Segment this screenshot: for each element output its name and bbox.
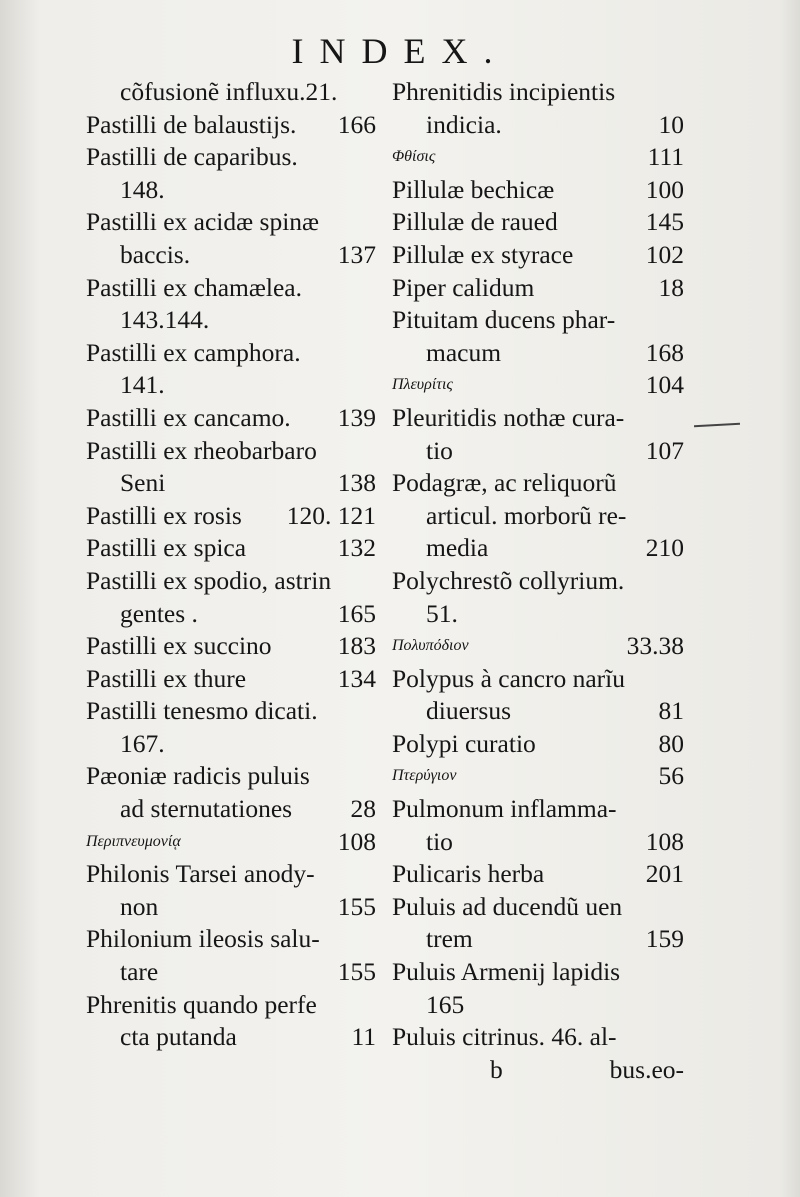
index-entry-line [392,695,684,728]
index-entry-line [392,793,684,826]
entry-text: Pastilli de caparibus. [86,142,298,172]
entry-text: 165 [426,989,465,1019]
entry-text: Puluis Armenij lapidis [392,957,621,987]
index-entry-line [392,141,684,174]
entry-text: Pastilli ex chamælea. [86,272,302,302]
entry-page-number: 18 [658,272,684,302]
index-entry-line [392,923,684,956]
entry-page-number: 108 [337,826,376,856]
index-entry-line [86,858,376,891]
entry-page-number: 183 [337,631,376,661]
entry-page-number: 210 [645,533,684,563]
entry-page-number: 81 [658,696,684,726]
entry-text: 51. [426,598,458,628]
index-entry-line [392,109,684,142]
entry-page-number: 139 [337,402,376,432]
entry-page-number: 168 [645,337,684,367]
entry-text: cõfusionẽ influxu.21. [120,77,338,106]
index-entry-line [86,989,376,1022]
index-entry-line [86,728,376,761]
page-header: INDEX. [291,31,509,71]
entry-page-number: 145 [645,207,684,237]
index-entry-line [392,402,684,435]
index-entry-line [392,239,684,272]
index-entry-line [392,337,684,370]
entry-text: Philonium ileosis salu- [86,924,320,954]
entry-text: Pastilli ex thure [86,663,247,693]
entry-page-number: 111 [647,142,684,172]
index-entry-line [86,565,376,598]
index-entry-line [86,402,376,435]
index-entry-line [392,304,684,337]
entry-text: Polychrestõ collyrium. [392,565,625,595]
entry-text: Pastilli ex acidæ spinæ [86,207,320,237]
entry-text: Polypi curatio [392,728,536,758]
index-entry-line [392,989,684,1022]
entry-text: Pituitam ducens phar- [392,305,616,335]
entry-page-number: 166 [337,109,376,139]
entry-page-number: 108 [645,826,684,856]
left-index-column [86,76,376,1054]
index-entry-line [392,565,684,598]
entry-text: tio [426,826,453,856]
index-entry-line [392,956,684,989]
index-entry-line [86,239,376,272]
index-entry-line [392,630,684,663]
entry-text: Podagræ, ac reliquorũ [392,468,617,498]
entry-text: Pulmonum inflamma- [392,794,617,824]
entry-text: media [426,533,489,563]
index-entry-line [86,141,376,174]
entry-page-number: 10 [658,109,684,139]
index-entry-line [392,826,684,859]
index-entry-line [392,369,684,402]
entry-text: Pastilli ex spodio, astrin [86,565,332,595]
index-entry-line [392,891,684,924]
index-entry-line [86,369,376,402]
index-entry-line [86,304,376,337]
entry-text: 148. [120,174,165,204]
entry-page-number: 11 [351,1022,376,1052]
entry-page-number: 107 [645,435,684,465]
entry-text: Pillulæ bechicæ [392,174,555,204]
entry-page-number: 102 [645,239,684,269]
index-entry-line [86,500,376,533]
entry-page-number: 159 [645,924,684,954]
entry-text: tare [120,957,159,987]
index-entry-line [86,467,376,500]
index-entry-line [392,532,684,565]
entry-page-number: 33.38 [626,631,684,661]
entry-page-number: 201 [645,859,684,889]
entry-text: non [120,891,159,921]
index-entry-line [392,858,684,891]
index-entry-line [86,109,376,142]
entry-text: 167. [120,728,165,758]
entry-text: tio [426,435,453,465]
index-entry-line [86,793,376,826]
entry-text: cta putanda [120,1022,237,1052]
index-entry-line [86,76,376,109]
index-entry-line [86,760,376,793]
entry-text: Philonis Tarsei anody- [86,859,315,889]
entry-text: indicia. [426,109,502,139]
index-entry-line [392,663,684,696]
entry-page-number: 28 [350,794,376,824]
index-entry-line [392,1021,684,1054]
entry-page-number: 137 [337,239,376,269]
entry-page-number: 56 [658,761,684,791]
entry-page-number: 155 [337,891,376,921]
index-entry-line [86,923,376,956]
index-entry-line [392,728,684,761]
entry-text: Pastilli ex rheobarbaro [86,435,317,465]
entry-text: Pillulæ de raued [392,207,558,237]
index-entry-line [86,695,376,728]
entry-text: trem [426,924,473,954]
entry-text: Pulicaris herba [392,859,545,889]
index-entry-line [392,760,684,793]
entry-page-number: 104 [645,370,684,400]
entry-page-number: 134 [337,663,376,693]
entry-text: b [490,1054,503,1084]
entry-text: Pastilli de balaustijs. [86,109,297,139]
index-entry-line [392,435,684,468]
index-entry-line [392,500,684,533]
index-entry-line [86,956,376,989]
entry-page-number: 138 [337,468,376,498]
entry-text: 143.144. [120,305,210,335]
entry-text: Pleuritidis nothæ cura- [392,402,625,432]
entry-page-number: 132 [337,533,376,563]
index-entry-line [86,532,376,565]
entry-text: diuersus [426,696,511,726]
index-entry-line [86,891,376,924]
entry-text: Περιπνευμονίᾳ [86,832,181,850]
entry-text: Pastilli tenesmo dicati. [86,696,318,726]
entry-text: Pastilli ex spica [86,533,247,563]
index-entry-line [86,1021,376,1054]
index-entry-line [392,467,684,500]
entry-text: Πλευρίτις [392,376,453,394]
entry-page-number: bus.eo- [609,1054,684,1084]
index-entry-line [86,337,376,370]
entry-text: Πολυπόδιον [392,637,469,655]
index-entry-line [392,206,684,239]
index-entry-line [392,598,684,631]
index-entry-line [86,272,376,305]
entry-text: 141. [120,370,165,400]
entry-page-number: 155 [337,957,376,987]
entry-text: Φθίσις [392,148,436,166]
entry-text: macum [426,337,502,367]
entry-text: articul. morborũ re- [426,500,627,530]
entry-text: Pastilli ex cancamo. [86,402,291,432]
entry-text: Pæoniæ radicis puluis [86,761,310,791]
index-entry-line [86,630,376,663]
entry-text: Puluis citrinus. 46. al- [392,1022,617,1052]
entry-text: ad sternutationes [120,794,293,824]
entry-text: Phrenitidis incipientis [392,77,616,106]
entry-text: Pillulæ ex styrace [392,239,574,269]
index-entry-line [86,206,376,239]
index-entry-line [86,598,376,631]
entry-text: Piper calidum [392,272,535,302]
entry-page-number: 100 [645,174,684,204]
entry-page-number: 165 [337,598,376,628]
entry-text: Phrenitis quando perfe [86,989,317,1019]
entry-text: Pastilli ex succino [86,631,272,661]
entry-text: Polypus à cancro narĩu [392,663,625,693]
entry-text: Seni [120,468,166,498]
index-entry-line [392,174,684,207]
index-entry-line [392,1054,684,1087]
right-index-column [392,76,684,1086]
index-entry-line [86,174,376,207]
entry-text: Πτερύγιον [392,767,457,785]
index-entry-line [392,76,684,109]
entry-text: Puluis ad ducendũ uen [392,891,623,921]
entry-text: baccis. [120,239,191,269]
entry-text: Pastilli ex rosis [86,500,242,530]
entry-page-number: 120. 121 [286,500,376,530]
entry-text: gentes . [120,598,198,628]
entry-text: Pastilli ex camphora. [86,337,301,367]
index-entry-line [86,826,376,859]
index-entry-line [86,435,376,468]
index-entry-line [392,272,684,305]
entry-page-number: 80 [658,728,684,758]
index-entry-line [86,663,376,696]
